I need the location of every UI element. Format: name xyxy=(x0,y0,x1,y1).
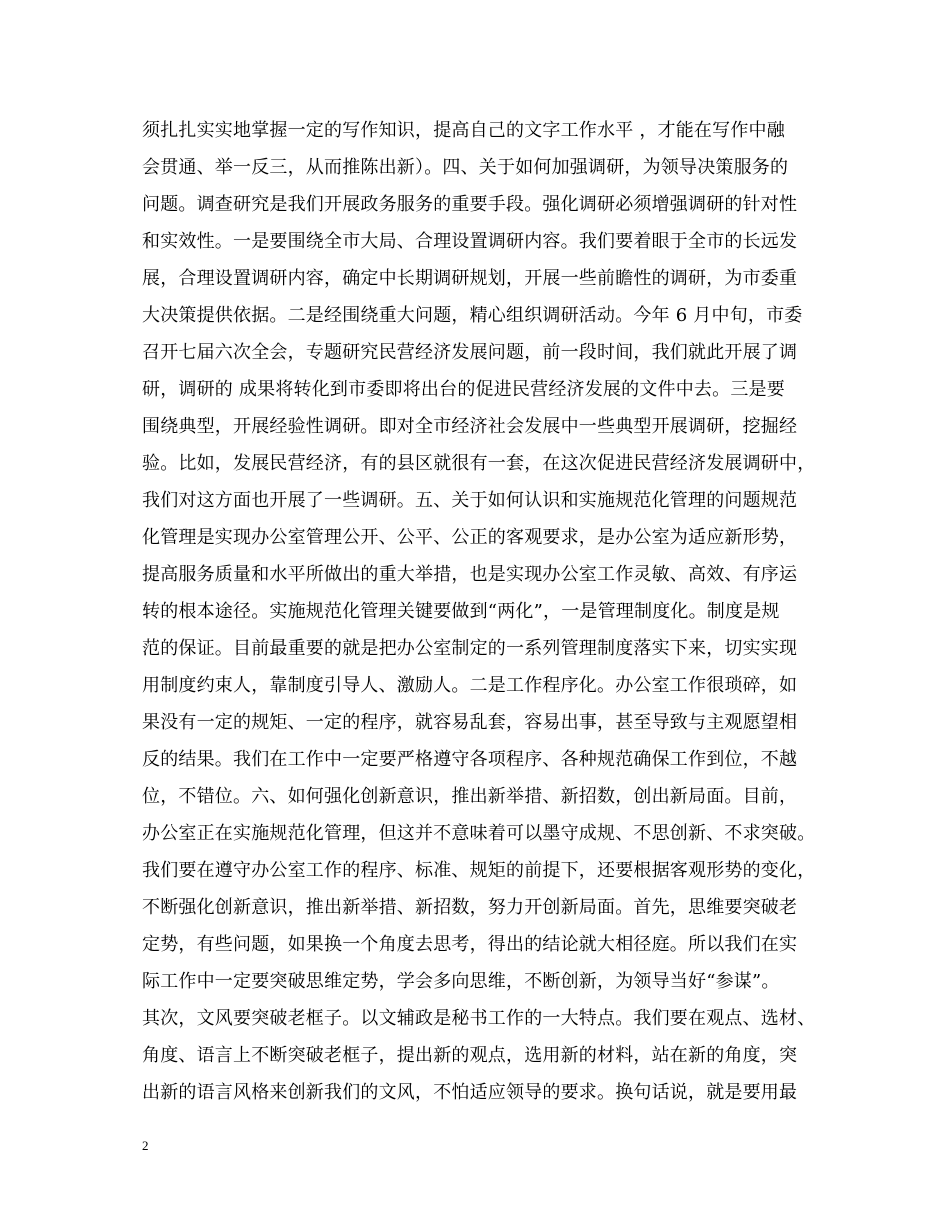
text-line: 用制度约束人，靠制度引导人、激励人。二是工作程序化。办公室工作很琐碎，如 xyxy=(142,675,798,696)
text-line: 大决策提供依据。二是经围绕重大问题，精心组织调研活动。今年 6 月中旬，市委 xyxy=(142,305,803,326)
text-line: 办公室正在实施规范化管理，但这并不意味着可以墨守成规、不思创新、不求突破。 xyxy=(142,823,816,844)
text-line: 出新的语言风格来创新我们的文风，不怕适应领导的要求。换句话说，就是要用最 xyxy=(142,1082,798,1103)
text-line: 验。比如，发展民营经济，有的县区就很有一套，在这次促进民营经济发展调研中， xyxy=(142,453,816,474)
text-line: 我们对这方面也开展了一些调研。五、关于如何认识和实施规范化管理的问题规范 xyxy=(142,490,798,511)
text-line: 研，调研的 成果将转化到市委即将出台的促进民营经济发展的文件中去。三是要 xyxy=(142,379,785,400)
body-text xyxy=(142,112,842,1111)
text-line: 召开七届六次全会，专题研究民营经济发展问题，前一段时间，我们就此开展了调 xyxy=(142,342,798,363)
text-line: 定势，有些问题，如果换一个角度去思考，得出的结论就大相径庭。所以我们在实 xyxy=(142,934,798,955)
text-line: 果没有一定的规矩、一定的程序，就容易乱套，容易出事，甚至导致与主观愿望相 xyxy=(142,712,798,733)
text-line: 和实效性。一是要围绕全市大局、合理设置调研内容。我们要着眼于全市的长远发 xyxy=(142,231,798,252)
text-line: 其次，文风要突破老框子。以文辅政是秘书工作的一大特点。我们要在观点、选材、 xyxy=(142,1008,816,1029)
text-line: 范的保证。目前最重要的就是把办公室制定的一系列管理制度落实下来，切实实现 xyxy=(142,638,798,659)
text-line: 化管理是实现办公室管理公开、公平、公正的客观要求，是办公室为适应新形势， xyxy=(142,527,798,548)
text-line: 反的结果。我们在工作中一定要严格遵守各项程序、各种规范确保工作到位，不越 xyxy=(142,749,798,770)
text-line: 问题。调查研究是我们开展政务服务的重要手段。强化调研必须增强调研的针对性 xyxy=(142,194,798,215)
text-line: 位，不错位。六、如何强化创新意识，推出新举措、新招数，创出新局面。目前， xyxy=(142,786,798,807)
text-line: 我们要在遵守办公室工作的程序、标准、规矩的前提下，还要根据客观形势的变化， xyxy=(142,860,816,881)
text-line: 展，合理设置调研内容，确定中长期调研规划，开展一些前瞻性的调研，为市委重 xyxy=(142,268,798,289)
text-line: 际工作中一定要突破思维定势，学会多向思维，不断创新，为领导当好“参谋”。 xyxy=(142,971,780,992)
text-line: 角度、语言上不断突破老框子，提出新的观点，选用新的材料，站在新的角度，突 xyxy=(142,1045,798,1066)
text-line: 围绕典型，开展经验性调研。即对全市经济社会发展中一些典型开展调研，挖掘经 xyxy=(142,416,798,437)
text-line: 会贯通、举一反三，从而推陈出新）。四、关于如何加强调研，为领导决策服务的 xyxy=(142,157,789,178)
page-number: 2 xyxy=(142,1138,149,1153)
text-line: 不断强化创新意识，推出新举措、新招数，努力开创新局面。首先，思维要突破老 xyxy=(142,897,798,918)
text-line: 转的根本途径。实施规范化管理关键要做到“两化”，一是管理制度化。制度是规 xyxy=(142,601,780,622)
text-line: 提高服务质量和水平所做出的重大举措，也是实现办公室工作灵敏、高效、有序运 xyxy=(142,564,798,585)
text-line: 须扎扎实实地掌握一定的写作知识，提高自己的文字工作水平 ，才能在写作中融 xyxy=(142,120,785,141)
